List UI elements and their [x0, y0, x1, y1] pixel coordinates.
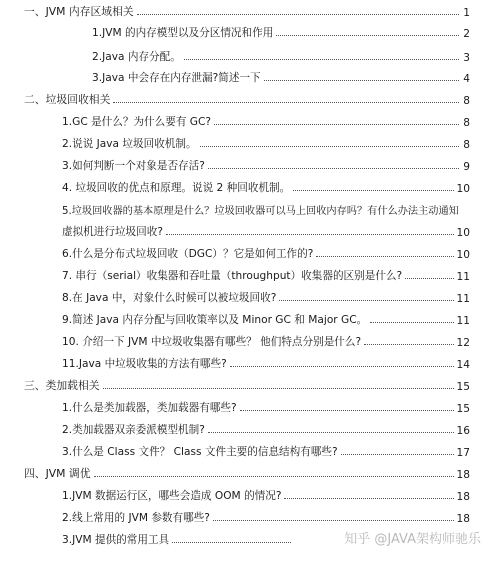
- toc-section-title: 三、类加载相关: [24, 379, 100, 392]
- toc-section-row[interactable]: [24, 3, 470, 19]
- toc-page-number: 17: [456, 447, 470, 459]
- toc-page-number: 10: [456, 183, 470, 195]
- toc-page-number: 10: [456, 227, 470, 239]
- toc-entry-title: 2.说说 Java 垃圾回收机制。: [62, 138, 197, 150]
- toc-entry-row[interactable]: [92, 24, 470, 40]
- leader-dots: [279, 300, 453, 301]
- toc-entry-row[interactable]: [62, 267, 470, 283]
- toc-page-number: 10: [456, 249, 470, 261]
- toc-page-number: 11: [456, 293, 470, 305]
- toc-section-row[interactable]: [24, 91, 470, 107]
- toc-page-number: 3: [463, 52, 470, 64]
- toc-page-number: 14: [456, 359, 470, 371]
- toc-section-title: 四、JVM 调优: [24, 467, 91, 480]
- toc-page-number: 8: [463, 139, 470, 151]
- toc-entry-title: 2.线上常用的 JVM 参数有哪些?: [62, 512, 210, 524]
- toc-section-title: 一、JVM 内存区域相关: [24, 5, 134, 18]
- leader-dots: [213, 520, 454, 521]
- toc-entry-row[interactable]: [62, 399, 470, 415]
- toc-entry-row[interactable]: [62, 355, 470, 371]
- leader-dots: [94, 476, 454, 477]
- toc-entry-row[interactable]: [92, 69, 470, 85]
- leader-dots: [293, 190, 453, 191]
- toc-entry-title: 3.Java 中会存在内存泄漏?简述一下: [92, 72, 261, 84]
- toc-page-number: 11: [456, 315, 470, 327]
- toc-page-number: 12: [456, 337, 470, 349]
- toc-entry-row[interactable]: [62, 289, 470, 305]
- toc-entry-row[interactable]: [62, 311, 470, 327]
- toc-entry-title: 10. 介绍一下 JVM 中垃圾收集器有哪些？ 他们特点分别是什么?: [62, 336, 362, 348]
- toc-entry-title: 3.如何判断一个对象是否存活?: [62, 160, 205, 172]
- toc-page-number: 8: [463, 95, 470, 107]
- toc-entry-title: 8.在 Java 中，对象什么时候可以被垃圾回收?: [62, 292, 277, 304]
- toc-page-number: 18: [456, 469, 470, 481]
- toc-entry-title: 1.JVM 数据运行区，哪些会造成 OOM 的情况?: [62, 490, 282, 502]
- toc-entry-title: 2.Java 内存分配。: [92, 51, 181, 63]
- toc-entry-title: 3.什么是 Class 文件？ Class 文件主要的信息结构有哪些?: [62, 446, 338, 458]
- toc-page-number: 8: [463, 117, 470, 129]
- leader-dots: [208, 432, 454, 433]
- toc-entry-title: 11.Java 中垃圾收集的方法有哪些?: [62, 358, 227, 370]
- toc-page-number: 15: [456, 403, 470, 415]
- toc-entry-title: 3.JVM 提供的常用工具: [62, 534, 170, 546]
- toc-entry-title-continued: 虚拟机进行垃圾回收?: [62, 226, 163, 238]
- toc-entry-row[interactable]: [62, 245, 470, 261]
- toc-section-title: 二、垃圾回收相关: [24, 93, 111, 106]
- toc-entry-row[interactable]: [62, 201, 482, 217]
- toc-page-number: 9: [463, 161, 470, 173]
- toc-entry-row[interactable]: [62, 135, 470, 151]
- toc-entry-row[interactable]: [62, 487, 470, 503]
- toc-entry-row[interactable]: [62, 179, 470, 195]
- leader-dots: [214, 124, 459, 125]
- toc-page-number: 1: [463, 7, 470, 19]
- toc-entry-title: 2.类加载器双亲委派模型机制?: [62, 424, 205, 436]
- leader-dots: [276, 35, 459, 36]
- toc-entry-title: 1.什么是类加载器，类加载器有哪些?: [62, 402, 237, 414]
- leader-dots: [103, 388, 454, 389]
- toc-entry-row[interactable]: [62, 333, 470, 349]
- toc-page-number: 16: [456, 425, 470, 437]
- leader-dots: [405, 278, 453, 279]
- toc-section-row[interactable]: [24, 377, 470, 393]
- leader-dots: [137, 14, 459, 15]
- toc-entry-title: 1.GC 是什么？为什么要有 GC?: [62, 116, 212, 128]
- leader-dots: [264, 80, 459, 81]
- toc-entry-row[interactable]: [92, 48, 470, 64]
- toc-page-number: 2: [463, 28, 470, 40]
- leader-dots: [316, 256, 453, 257]
- leader-dots: [200, 146, 459, 147]
- toc-entry-row-continued[interactable]: [62, 223, 470, 239]
- toc-entry-title: 6.什么是分布式垃圾回收（DGC）？它是如何工作的?: [62, 248, 314, 260]
- watermark: 知乎 @JAVA架构师驰乐: [344, 532, 481, 547]
- toc-entry-title: 1.JVM 的内存模型以及分区情况和作用: [92, 27, 274, 39]
- toc-entry-row[interactable]: [62, 443, 470, 459]
- leader-dots: [166, 234, 454, 235]
- toc-entry-row[interactable]: [62, 531, 302, 547]
- toc-entry-title: 7. 串行（serial）收集器和吞吐量（throughput）收集器的区别是什么?: [62, 270, 403, 282]
- leader-dots: [240, 410, 454, 411]
- toc-entry-row[interactable]: [62, 113, 470, 129]
- toc-page-number: 18: [456, 513, 470, 525]
- toc-entry-title: 4. 垃圾回收的优点和原理。说说 2 种回收机制。: [62, 182, 291, 194]
- leader-dots: [364, 344, 453, 345]
- toc-entry-row[interactable]: [62, 157, 470, 173]
- toc-entry-title: 5.垃圾回收器的基本原理是什么？垃圾回收器可以马上回收内存吗？有什么办法主动通知: [62, 206, 459, 217]
- leader-dots: [370, 322, 453, 323]
- toc-section-row[interactable]: [24, 465, 470, 481]
- leader-dots: [341, 454, 454, 455]
- leader-dots: [184, 59, 459, 60]
- leader-dots: [284, 498, 453, 499]
- leader-dots: [230, 366, 454, 367]
- toc-entry-row[interactable]: [62, 509, 470, 525]
- leader-dots: [208, 168, 459, 169]
- toc-page-number: 18: [456, 491, 470, 503]
- toc-entry-title: 9.简述 Java 内存分配与回收策率以及 Minor GC 和 Major GC。: [62, 314, 368, 326]
- toc-entry-row[interactable]: [62, 421, 470, 437]
- toc-page-number: 15: [456, 381, 470, 393]
- toc-page-number: 11: [456, 271, 470, 283]
- leader-dots: [172, 542, 291, 543]
- toc-page-number: 4: [463, 73, 470, 85]
- leader-dots: [113, 102, 459, 103]
